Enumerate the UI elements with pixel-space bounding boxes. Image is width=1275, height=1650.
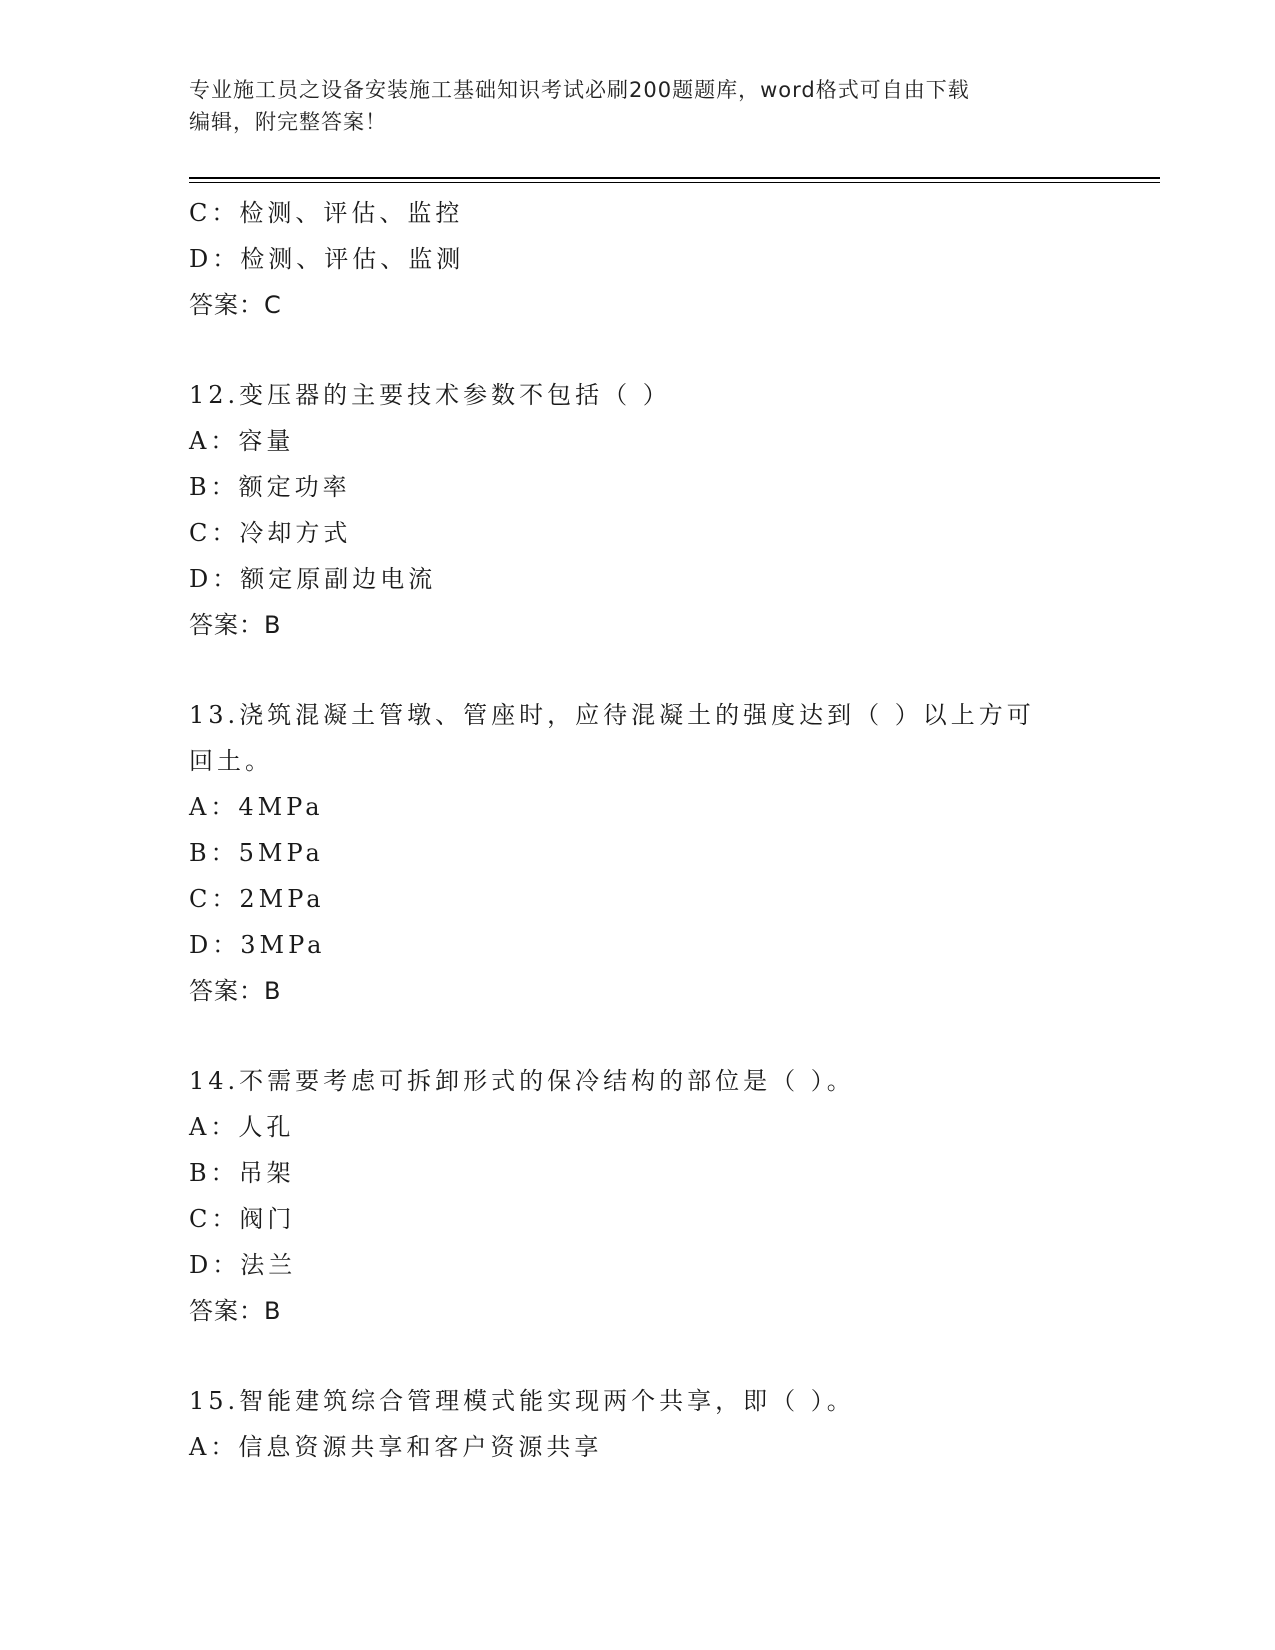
- question-stem: 12.变压器的主要技术参数不包括（ ）: [189, 381, 671, 409]
- option-b: B：5MPa: [189, 839, 324, 867]
- header-title-line-1: 专业施工员之设备安装施工基础知识考试必刷200题题库，word格式可自由下载: [189, 78, 970, 102]
- option-a: A：容量: [189, 427, 295, 455]
- question-13: [189, 692, 1149, 1014]
- answer-label: 答案：B: [189, 611, 282, 639]
- option-d: D：3MPa: [189, 931, 326, 959]
- spacer: [189, 1014, 1149, 1058]
- question-stem-continued: 回土。: [189, 747, 273, 775]
- option-b: B：额定功率: [189, 473, 351, 501]
- option-d: D：检测、评估、监测: [189, 245, 465, 273]
- option-a: A：人孔: [189, 1113, 295, 1141]
- option-d: D：额定原副边电流: [189, 565, 437, 593]
- spacer: [189, 648, 1149, 692]
- option-c: C：冷却方式: [189, 519, 352, 547]
- question-11-tail: [189, 190, 1149, 328]
- question-14: [189, 1058, 1149, 1334]
- answer-label: 答案：B: [189, 977, 282, 1005]
- question-12: [189, 372, 1149, 648]
- question-stem: 14.不需要考虑可拆卸形式的保冷结构的部位是（ ）。: [189, 1067, 855, 1095]
- option-a: A：信息资源共享和客户资源共享: [189, 1433, 603, 1461]
- option-c: C：阀门: [189, 1205, 296, 1233]
- spacer: [189, 328, 1149, 372]
- spacer: [189, 1334, 1149, 1378]
- option-b: B：吊架: [189, 1159, 295, 1187]
- question-stem: 13.浇筑混凝土管墩、管座时，应待混凝土的强度达到（ ）以上方可: [189, 701, 1035, 729]
- header-divider-thick: [189, 177, 1160, 179]
- option-d: D：法兰: [189, 1251, 297, 1279]
- option-a: A：4MPa: [189, 793, 324, 821]
- document-header: [189, 74, 1089, 138]
- header-title-line-2: 编辑，附完整答案！: [189, 110, 387, 134]
- answer-label: 答案：B: [189, 1297, 282, 1325]
- question-list: [189, 190, 1149, 1470]
- question-stem: 15.智能建筑综合管理模式能实现两个共享，即（ ）。: [189, 1387, 855, 1415]
- question-15: [189, 1378, 1149, 1470]
- option-c: C：检测、评估、监控: [189, 199, 464, 227]
- header-divider-thin: [189, 182, 1160, 183]
- answer-label: 答案：C: [189, 291, 282, 319]
- option-c: C：2MPa: [189, 885, 325, 913]
